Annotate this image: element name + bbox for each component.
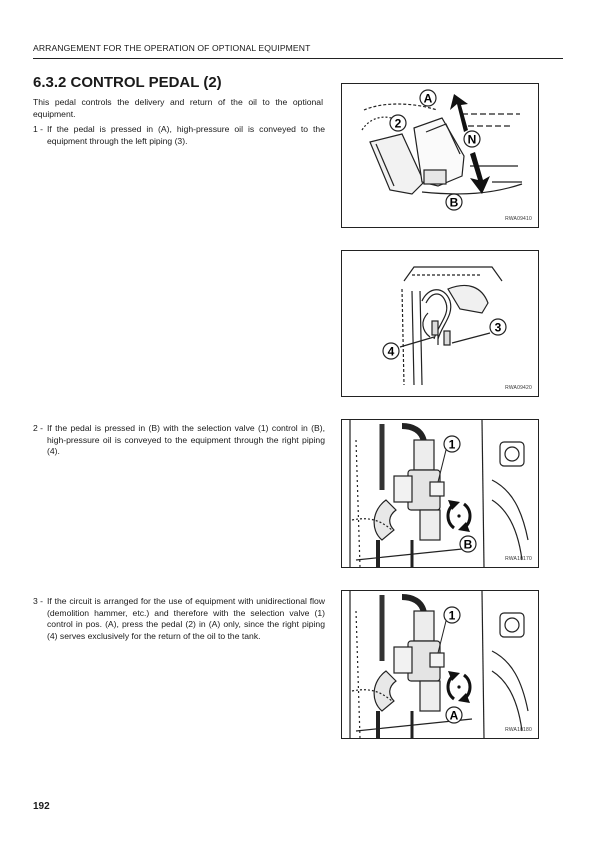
list-item-number: 1 - (33, 124, 44, 134)
callout-valve: 1 (448, 608, 456, 623)
callout-right-piping: 3 (494, 320, 502, 335)
intro-paragraph: This pedal controls the delivery and return of the oil to the optional equipment. (33, 97, 323, 119)
callout-a: A (423, 91, 433, 106)
callout-pedal: 2 (394, 116, 402, 131)
figure-pedal (341, 83, 539, 228)
section-title: 6.3.2 CONTROL PEDAL (2) (33, 74, 222, 91)
piping-illustration (342, 251, 538, 396)
figure-code: RWA10180 (505, 727, 532, 733)
list-item-text: If the pedal is pressed in (B) with the selection valve (1) control in (B), high-pressure oil is conveyed to the equipment through the right piping (4). (47, 423, 325, 457)
callout-position: B (463, 537, 473, 552)
list-item-text: If the pedal is pressed in (A), high-pressure oil is conveyed to the equipment through the left piping (3). (47, 124, 325, 146)
figure-piping (341, 250, 539, 397)
callout-b: B (449, 195, 459, 210)
list-item-text: If the circuit is arranged for the use of equipment with unidirectional flow (demolition hammer, etc.) and therefore with the selection valve (1) control in pos. (A), press the pedal (2) in (A) only, since the right piping (4) serves exclusively for the return of the oil to the tank. (47, 596, 325, 641)
page-number: 192 (33, 801, 50, 812)
figure-selection-valve-b (341, 419, 539, 568)
running-header: ARRANGEMENT FOR THE OPERATION OF OPTIONAL EQUIPMENT (33, 43, 311, 53)
list-item (33, 124, 325, 147)
list-item-number: 2 - (33, 423, 44, 433)
figure-code: RWA09410 (505, 216, 532, 222)
valve-b-illustration (342, 420, 538, 567)
pedal-illustration (342, 84, 538, 227)
figure-code: RWA10170 (505, 556, 532, 562)
callout-position: A (449, 708, 459, 723)
figure-code: RWA09420 (505, 385, 532, 391)
figure-selection-valve-a (341, 590, 539, 739)
callout-n: N (467, 132, 477, 147)
header-divider (33, 58, 563, 59)
callout-left-piping: 4 (387, 344, 395, 359)
list-item-number: 3 - (33, 596, 44, 606)
valve-a-illustration (342, 591, 538, 738)
list-item (33, 423, 325, 458)
callout-valve: 1 (448, 437, 456, 452)
list-item (33, 596, 325, 642)
